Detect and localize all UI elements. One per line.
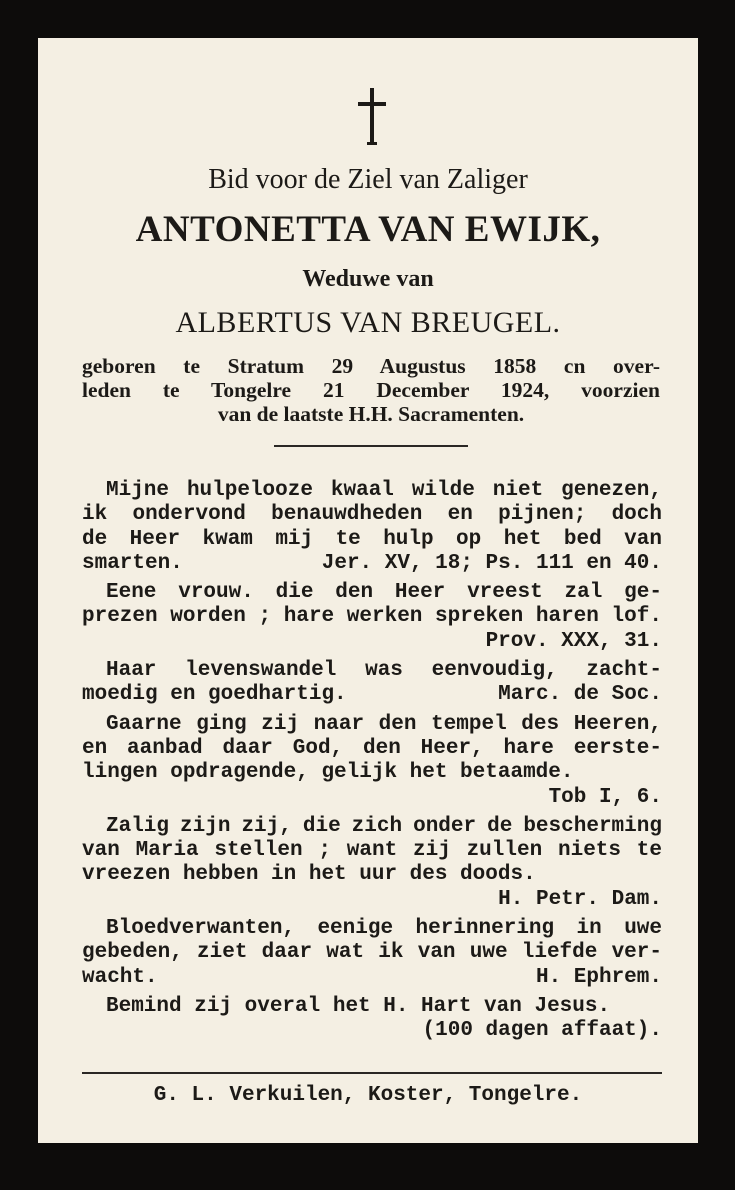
verse-word: hare bbox=[503, 736, 554, 760]
birth-line: van de laatste H.H. Sacramenten. bbox=[217, 402, 525, 426]
verse-word: lof. bbox=[611, 605, 662, 629]
verses-block bbox=[82, 479, 662, 1049]
verse-word: zullen bbox=[466, 839, 543, 863]
verse-word: aanbad bbox=[127, 736, 203, 760]
deceased-name: ANTONETTA VAN EWIJK, bbox=[135, 209, 601, 250]
verse-word: wilde bbox=[411, 479, 475, 502]
verse-word: eenvoudig, bbox=[431, 659, 558, 683]
verse-word: God, bbox=[292, 736, 344, 760]
verse-word: die bbox=[275, 581, 314, 605]
verse-word: Heer bbox=[129, 527, 181, 551]
verse-word: werken bbox=[346, 605, 423, 629]
verse-word: ziet bbox=[197, 941, 248, 965]
divider bbox=[274, 445, 468, 447]
verse-word: die bbox=[302, 814, 341, 838]
verse-word: op bbox=[456, 527, 482, 551]
verse-word: ondervond bbox=[132, 503, 246, 527]
verse-word: vreest bbox=[467, 581, 543, 605]
verse-word: onder bbox=[413, 814, 477, 838]
verse-word: pijnen; bbox=[498, 503, 587, 527]
verse-word: het bbox=[503, 527, 542, 551]
verse-word: zacht- bbox=[586, 659, 662, 683]
verse-word: eerste- bbox=[573, 736, 662, 760]
verse-reference: Marc. de Soc. bbox=[498, 683, 662, 707]
verse-word: ; bbox=[318, 839, 331, 863]
relation-label: Weduwe van bbox=[302, 266, 434, 292]
verse-word: gebeden, bbox=[82, 941, 183, 965]
verse-word: Gaarne bbox=[106, 712, 182, 736]
verse-word: niet bbox=[492, 479, 544, 502]
birth-line: leden te Tongelre 21 December 1924, voorzien bbox=[82, 378, 660, 402]
verse-reference: Tob I, 6. bbox=[548, 785, 662, 809]
verse-word: uwe bbox=[469, 941, 508, 965]
verse-word: en bbox=[82, 736, 108, 760]
verse-paragraph bbox=[82, 713, 662, 810]
verse-text: smarten. bbox=[82, 551, 183, 575]
verse-paragraph bbox=[82, 917, 662, 990]
verse-word: zich bbox=[351, 814, 403, 838]
verse-line bbox=[82, 479, 662, 503]
verse-word: zijn bbox=[180, 814, 231, 838]
verse-reference: H. Ephrem. bbox=[535, 965, 662, 989]
verse-paragraph bbox=[82, 581, 662, 654]
verse-word: Heer bbox=[394, 581, 446, 605]
verse-word: prezen bbox=[82, 605, 158, 629]
verse-word: ik bbox=[82, 503, 108, 527]
verse-line bbox=[82, 503, 662, 527]
verse-line bbox=[82, 966, 662, 990]
verse-paragraph bbox=[82, 995, 662, 1044]
verse-line bbox=[82, 659, 662, 683]
verse-word: mij bbox=[275, 527, 314, 551]
verse-line bbox=[82, 917, 662, 941]
verse-word: zij bbox=[261, 712, 300, 736]
verse-word: den bbox=[378, 712, 417, 736]
verse-word: benauwdheden bbox=[271, 503, 423, 527]
verse-word: Eene bbox=[106, 581, 157, 605]
verse-text: moedig en goedhartig. bbox=[82, 683, 347, 707]
verse-word: niets bbox=[557, 839, 621, 863]
verse-word: te bbox=[335, 527, 361, 551]
verse-word: wat bbox=[326, 941, 365, 965]
verse-word: was bbox=[365, 659, 403, 683]
verse-word: stellen bbox=[214, 839, 303, 863]
verse-line: vreezen hebben in het uur des doods. bbox=[82, 863, 536, 887]
verse-word: Haar bbox=[106, 659, 157, 683]
verse-word: kwaal bbox=[330, 479, 394, 502]
verse-word: spreken bbox=[435, 605, 524, 629]
verse-word: ; bbox=[258, 605, 272, 629]
verse-word: herinnering bbox=[415, 917, 555, 941]
verse-word: de bbox=[487, 814, 513, 838]
verse-line bbox=[82, 528, 662, 552]
verse-word: worden bbox=[170, 605, 246, 629]
verse-word: van bbox=[624, 527, 662, 551]
verse-word: tempel bbox=[431, 712, 507, 736]
verse-line bbox=[82, 713, 662, 737]
verse-word: genezen, bbox=[561, 479, 662, 502]
memorial-card bbox=[38, 38, 698, 1143]
verse-word: bescherming bbox=[523, 814, 662, 838]
verse-word: hulp bbox=[383, 527, 434, 551]
verse-word: Bloedverwanten, bbox=[106, 917, 296, 941]
verse-paragraph bbox=[82, 479, 662, 576]
verse-word: Heeren, bbox=[573, 712, 662, 736]
verse-line bbox=[82, 815, 662, 839]
verse-line bbox=[82, 581, 662, 605]
verse-line bbox=[82, 683, 662, 707]
verse-word: van bbox=[82, 839, 120, 863]
verse-reference: (100 dagen affaat). bbox=[422, 1019, 662, 1043]
verse-line bbox=[82, 605, 662, 629]
verse-paragraph bbox=[82, 815, 662, 912]
verse-word: den bbox=[335, 581, 374, 605]
verse-word: daar bbox=[261, 941, 313, 965]
verse-word: zij, bbox=[241, 814, 292, 838]
verse-word: in bbox=[576, 917, 602, 941]
birth-line: geboren te Stratum 29 Augustus 1858 cn over- bbox=[82, 354, 660, 378]
verse-word: kwam bbox=[202, 527, 253, 551]
verse-word: hare bbox=[283, 605, 335, 629]
spouse-name: ALBERTUS VAN BREUGEL. bbox=[175, 306, 561, 339]
verse-word: bed bbox=[563, 527, 602, 551]
verse-word: ging bbox=[196, 712, 247, 736]
verse-word: te bbox=[636, 839, 662, 863]
verse-word: levenswandel bbox=[185, 659, 337, 683]
verse-word: ge- bbox=[624, 581, 662, 605]
verse-line bbox=[82, 552, 662, 576]
verse-word: hulpelooze bbox=[186, 479, 313, 502]
verse-word: vrouw. bbox=[178, 581, 254, 605]
verse-word: des bbox=[521, 712, 560, 736]
verse-word: naar bbox=[313, 712, 365, 736]
verse-reference: Prov. XXX, 31. bbox=[485, 629, 662, 653]
verse-line: Bemind zij overal het H. Hart van Jesus. bbox=[106, 994, 611, 1018]
verse-line: lingen opdragende, gelijk het betaamde. bbox=[82, 761, 574, 785]
verse-word: daar bbox=[222, 736, 273, 760]
verse-word: den bbox=[363, 736, 401, 760]
verse-word: Mijne bbox=[106, 479, 170, 502]
verse-word: ik bbox=[378, 941, 404, 965]
divider bbox=[82, 1072, 662, 1074]
verse-word: de bbox=[82, 527, 108, 551]
verse-word: want bbox=[346, 839, 398, 863]
verse-word: haren bbox=[535, 605, 599, 629]
verse-reference: H. Petr. Dam. bbox=[498, 887, 662, 911]
verse-word: Maria bbox=[135, 839, 199, 863]
birth-death-block bbox=[82, 354, 660, 426]
verse-word: uwe bbox=[624, 917, 662, 941]
verse-reference: Jer. XV, 18; Ps. 111 en 40. bbox=[321, 551, 662, 575]
verse-paragraph bbox=[82, 659, 662, 708]
verse-word: liefde bbox=[521, 941, 598, 965]
latin-cross-icon bbox=[355, 86, 389, 146]
verse-word: doch bbox=[611, 503, 662, 527]
prayer-heading: Bid voor de Ziel van Zaliger bbox=[208, 164, 528, 195]
verse-line bbox=[82, 737, 662, 761]
verse-word: Zalig bbox=[106, 814, 170, 838]
verse-word: van bbox=[417, 941, 456, 965]
verse-line bbox=[82, 941, 662, 965]
verse-word: eenige bbox=[317, 917, 394, 941]
verse-line bbox=[82, 839, 662, 863]
verse-word: zal bbox=[564, 581, 603, 605]
printer-credit: G. L. Verkuilen, Koster, Tongelre. bbox=[153, 1084, 583, 1107]
verse-word: Heer, bbox=[420, 736, 484, 760]
verse-text: wacht. bbox=[82, 965, 158, 989]
verse-word: ver- bbox=[611, 941, 662, 965]
verse-word: zij bbox=[412, 839, 451, 863]
verse-word: en bbox=[447, 503, 473, 527]
